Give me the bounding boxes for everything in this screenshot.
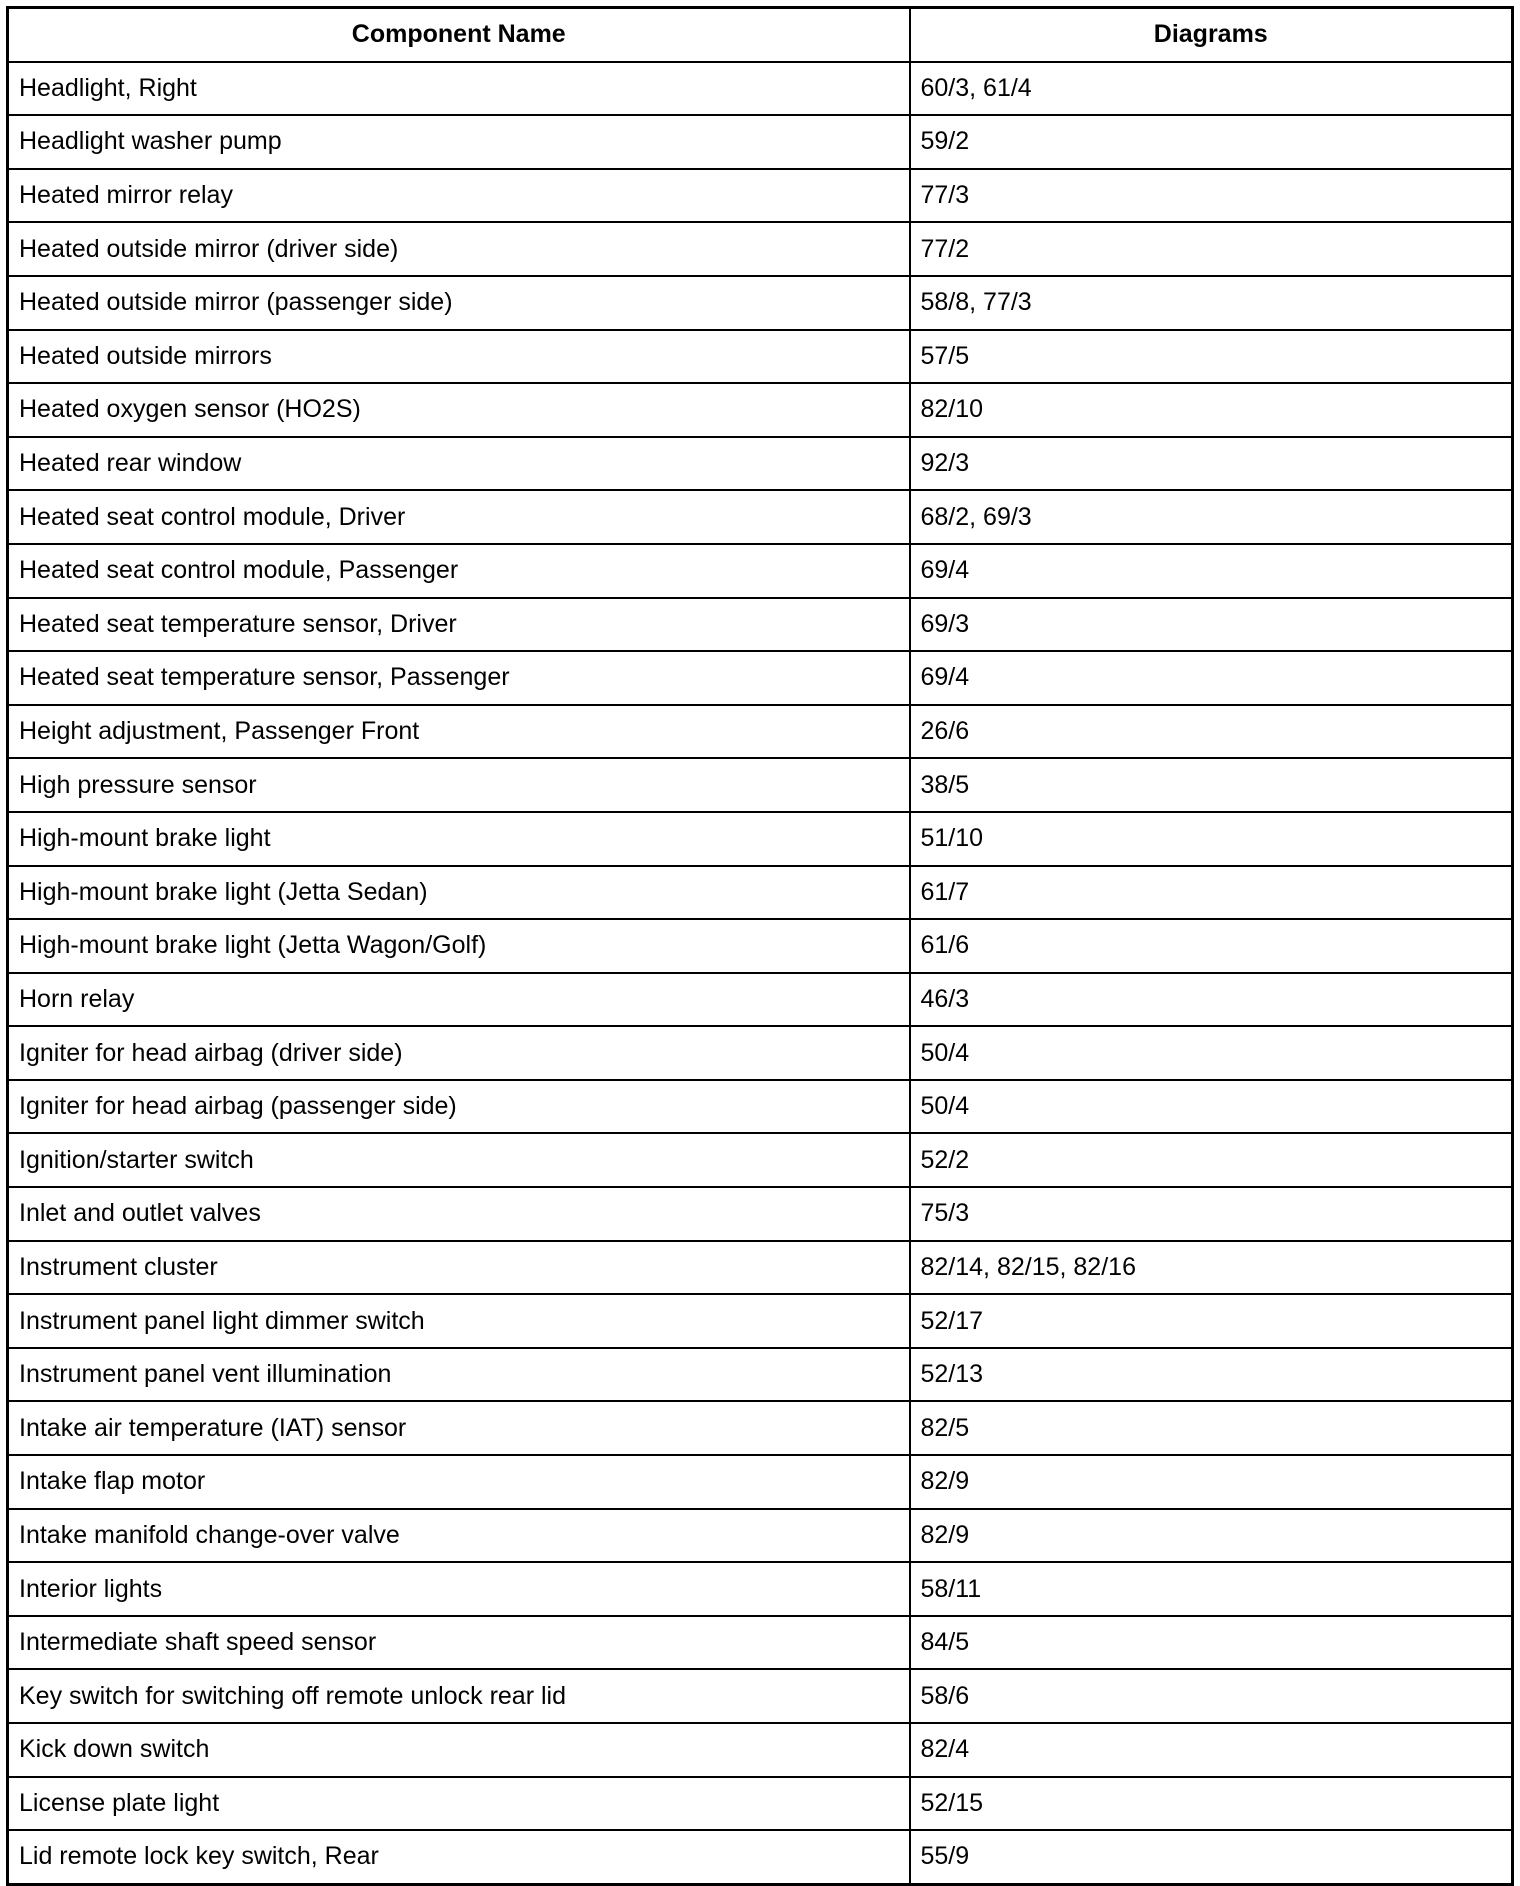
component-name-cell: Kick down switch: [8, 1723, 910, 1777]
diagrams-cell: 82/14, 82/15, 82/16: [910, 1241, 1513, 1295]
diagrams-cell: 69/4: [910, 544, 1513, 598]
diagrams-cell: 82/4: [910, 1723, 1513, 1777]
diagrams-cell: 75/3: [910, 1187, 1513, 1241]
component-name-cell: High-mount brake light: [8, 812, 910, 866]
component-name-cell: License plate light: [8, 1777, 910, 1831]
diagrams-cell: 52/13: [910, 1348, 1513, 1402]
component-name-header: Component Name: [8, 8, 910, 62]
diagrams-cell: 58/6: [910, 1669, 1513, 1723]
component-name-cell: Heated oxygen sensor (HO2S): [8, 383, 910, 437]
diagrams-cell: 82/9: [910, 1455, 1513, 1509]
component-name-cell: Intermediate shaft speed sensor: [8, 1616, 910, 1670]
diagrams-cell: 68/2, 69/3: [910, 490, 1513, 544]
diagrams-cell: 52/15: [910, 1777, 1513, 1831]
table-row: [8, 812, 1513, 866]
diagrams-cell: 82/5: [910, 1401, 1513, 1455]
diagrams-cell: 50/4: [910, 1026, 1513, 1080]
table-row: [8, 1294, 1513, 1348]
diagrams-cell: 61/6: [910, 919, 1513, 973]
component-name-cell: Heated seat temperature sensor, Passenger: [8, 651, 910, 705]
diagrams-header: Diagrams: [910, 8, 1513, 62]
table-row: [8, 1509, 1513, 1563]
component-name-cell: Igniter for head airbag (driver side): [8, 1026, 910, 1080]
component-name-cell: Heated outside mirrors: [8, 330, 910, 384]
table-row: [8, 866, 1513, 920]
component-name-cell: Instrument panel light dimmer switch: [8, 1294, 910, 1348]
diagrams-cell: 69/3: [910, 598, 1513, 652]
component-name-cell: Lid remote lock key switch, Rear: [8, 1830, 910, 1884]
diagrams-cell: 58/8, 77/3: [910, 276, 1513, 330]
component-name-cell: Igniter for head airbag (passenger side): [8, 1080, 910, 1134]
component-name-cell: Heated outside mirror (passenger side): [8, 276, 910, 330]
diagrams-cell: 69/4: [910, 651, 1513, 705]
diagrams-cell: 77/2: [910, 222, 1513, 276]
table-row: [8, 1669, 1513, 1723]
component-name-cell: Heated seat control module, Passenger: [8, 544, 910, 598]
table-row: [8, 1616, 1513, 1670]
diagrams-cell: 58/11: [910, 1562, 1513, 1616]
diagrams-cell: 77/3: [910, 169, 1513, 223]
table-row: [8, 222, 1513, 276]
diagrams-cell: 57/5: [910, 330, 1513, 384]
table-row: [8, 1455, 1513, 1509]
table-row: [8, 598, 1513, 652]
component-name-cell: Key switch for switching off remote unlock rear lid: [8, 1669, 910, 1723]
table-row: [8, 651, 1513, 705]
component-name-cell: Height adjustment, Passenger Front: [8, 705, 910, 759]
table-row: [8, 490, 1513, 544]
diagrams-cell: 52/17: [910, 1294, 1513, 1348]
diagrams-cell: 61/7: [910, 866, 1513, 920]
component-name-cell: Intake manifold change-over valve: [8, 1509, 910, 1563]
component-name-cell: Headlight washer pump: [8, 115, 910, 169]
diagrams-cell: 84/5: [910, 1616, 1513, 1670]
diagrams-cell: 51/10: [910, 812, 1513, 866]
component-name-cell: Heated seat control module, Driver: [8, 490, 910, 544]
table-row: [8, 919, 1513, 973]
component-name-cell: Inlet and outlet valves: [8, 1187, 910, 1241]
table-row: [8, 1080, 1513, 1134]
table-header-row: [8, 8, 1513, 62]
diagrams-cell: 50/4: [910, 1080, 1513, 1134]
component-name-cell: Heated mirror relay: [8, 169, 910, 223]
component-name-cell: Heated rear window: [8, 437, 910, 491]
table-row: [8, 62, 1513, 116]
component-name-cell: Interior lights: [8, 1562, 910, 1616]
table-row: [8, 1562, 1513, 1616]
component-name-cell: Intake flap motor: [8, 1455, 910, 1509]
diagrams-cell: 82/9: [910, 1509, 1513, 1563]
table-row: [8, 705, 1513, 759]
component-name-cell: High-mount brake light (Jetta Wagon/Golf): [8, 919, 910, 973]
component-name-cell: High-mount brake light (Jetta Sedan): [8, 866, 910, 920]
diagrams-cell: 46/3: [910, 973, 1513, 1027]
component-name-cell: Headlight, Right: [8, 62, 910, 116]
component-name-cell: Heated seat temperature sensor, Driver: [8, 598, 910, 652]
component-diagram-table: [6, 6, 1514, 1886]
table-row: [8, 1401, 1513, 1455]
diagrams-cell: 26/6: [910, 705, 1513, 759]
component-name-cell: Ignition/starter switch: [8, 1133, 910, 1187]
component-name-cell: Intake air temperature (IAT) sensor: [8, 1401, 910, 1455]
table-row: [8, 1348, 1513, 1402]
table-row: [8, 1026, 1513, 1080]
table-row: [8, 276, 1513, 330]
table-row: [8, 437, 1513, 491]
component-name-cell: Instrument panel vent illumination: [8, 1348, 910, 1402]
table-row: [8, 1133, 1513, 1187]
diagrams-cell: 55/9: [910, 1830, 1513, 1884]
table-row: [8, 1187, 1513, 1241]
diagrams-cell: 59/2: [910, 115, 1513, 169]
table-row: [8, 973, 1513, 1027]
diagrams-cell: 82/10: [910, 383, 1513, 437]
table-row: [8, 169, 1513, 223]
table-row: [8, 330, 1513, 384]
table-row: [8, 383, 1513, 437]
diagrams-cell: 52/2: [910, 1133, 1513, 1187]
component-name-cell: Horn relay: [8, 973, 910, 1027]
table-row: [8, 1241, 1513, 1295]
table-row: [8, 1830, 1513, 1884]
diagrams-cell: 92/3: [910, 437, 1513, 491]
diagrams-cell: 60/3, 61/4: [910, 62, 1513, 116]
component-name-cell: Heated outside mirror (driver side): [8, 222, 910, 276]
table-row: [8, 115, 1513, 169]
diagrams-cell: 38/5: [910, 758, 1513, 812]
table-row: [8, 1723, 1513, 1777]
table-row: [8, 758, 1513, 812]
table-body: [8, 62, 1513, 1885]
component-name-cell: Instrument cluster: [8, 1241, 910, 1295]
component-name-cell: High pressure sensor: [8, 758, 910, 812]
table-row: [8, 1777, 1513, 1831]
table-row: [8, 544, 1513, 598]
